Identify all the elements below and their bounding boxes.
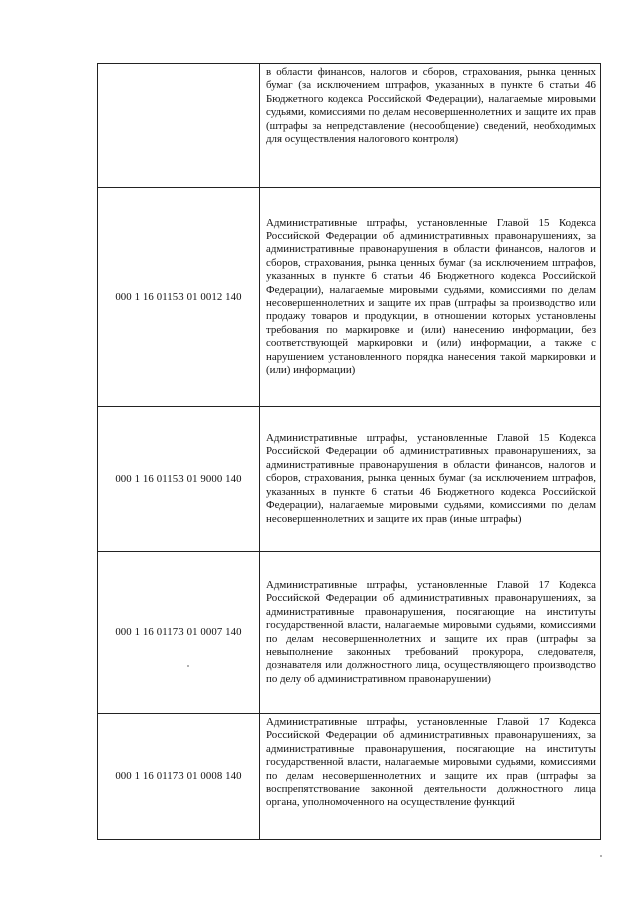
description-text: Административные штрафы, установленные Главой 17 Кодекса Российской Федерации об административных правонарушениях, за административные правонарушения, посягающие на институты государственной власти, налагаемые мировыми судьями, комиссиями по делам несовершеннолетних и защите их прав (штрафы за воспрепятствование законной деятельности должностного лица органа, уполномоченного на осуществление функций <box>266 716 596 809</box>
description-text: Административные штрафы, установленные Главой 15 Кодекса Российской Федерации об административных правонарушениях, за административные правонарушения в области финансов, налогов и сборов, страхования, рынка ценных бумаг (за исключением штрафов, указанных в пункте 6 статьи 46 Бюджетного кодекса Российской Федерации), налагаемые мировыми судьями, комиссиями по делам несовершеннолетних и защите их прав (штрафы за производство или продажу товаров и продукции, в отношении которых установлены требования по маркировке и (или) нанесению информации, без соответствующей маркировки и (или) информации, а также с нарушением установленного порядка нанесения такой маркировки и (или) информации) <box>266 216 596 377</box>
table-row <box>98 188 601 407</box>
table-row <box>98 64 601 188</box>
budget-codes-table <box>97 63 601 840</box>
scan-speck <box>187 665 189 667</box>
budget-code-cell: 000 1 16 01153 01 9000 140 <box>98 407 260 552</box>
table-row <box>98 552 601 714</box>
description-cell <box>260 407 601 552</box>
description-text: в области финансов, налогов и сборов, страхования, рынка ценных бумаг (за исключением штрафов, указанных в пункте 6 статьи 46 Бюджетного кодекса Российской Федерации), налагаемые мировыми судьями, комиссиями по делам несовершеннолетних и защите их прав (штрафы за непредставление (несообщение) сведений, необходимых для осуществления налогового контроля) <box>266 66 596 146</box>
budget-code-cell: 000 1 16 01173 01 0008 140 <box>98 714 260 840</box>
table-row <box>98 714 601 840</box>
description-text: Административные штрафы, установленные Главой 17 Кодекса Российской Федерации об административных правонарушениях, за административные правонарушения, посягающие на институты государственной власти, налагаемые мировыми судьями, комиссиями по делам несовершеннолетних и защите их прав (штрафы за невыполнение законных требований прокурора, следователя, дознавателя или должностного лица, осуществляющего производство по делу об административном правонарушении) <box>266 578 596 685</box>
description-text: Административные штрафы, установленные Главой 15 Кодекса Российской Федерации об административных правонарушениях, за административные правонарушения в области финансов, налогов и сборов, страхования, рынка ценных бумаг (за исключением штрафов, указанных в пункте 6 статьи 46 Бюджетного кодекса Российской Федерации), налагаемые мировыми судьями, комиссиями по делам несовершеннолетних и защите их прав (иные штрафы) <box>266 432 596 525</box>
description-cell <box>260 188 601 407</box>
scan-speck <box>600 855 602 857</box>
description-cell <box>260 64 601 188</box>
description-cell <box>260 552 601 714</box>
budget-code-cell: 000 1 16 01153 01 0012 140 <box>98 188 260 407</box>
budget-code-cell <box>98 64 260 188</box>
description-cell <box>260 714 601 840</box>
table-row <box>98 407 601 552</box>
budget-code-cell: 000 1 16 01173 01 0007 140 <box>98 552 260 714</box>
